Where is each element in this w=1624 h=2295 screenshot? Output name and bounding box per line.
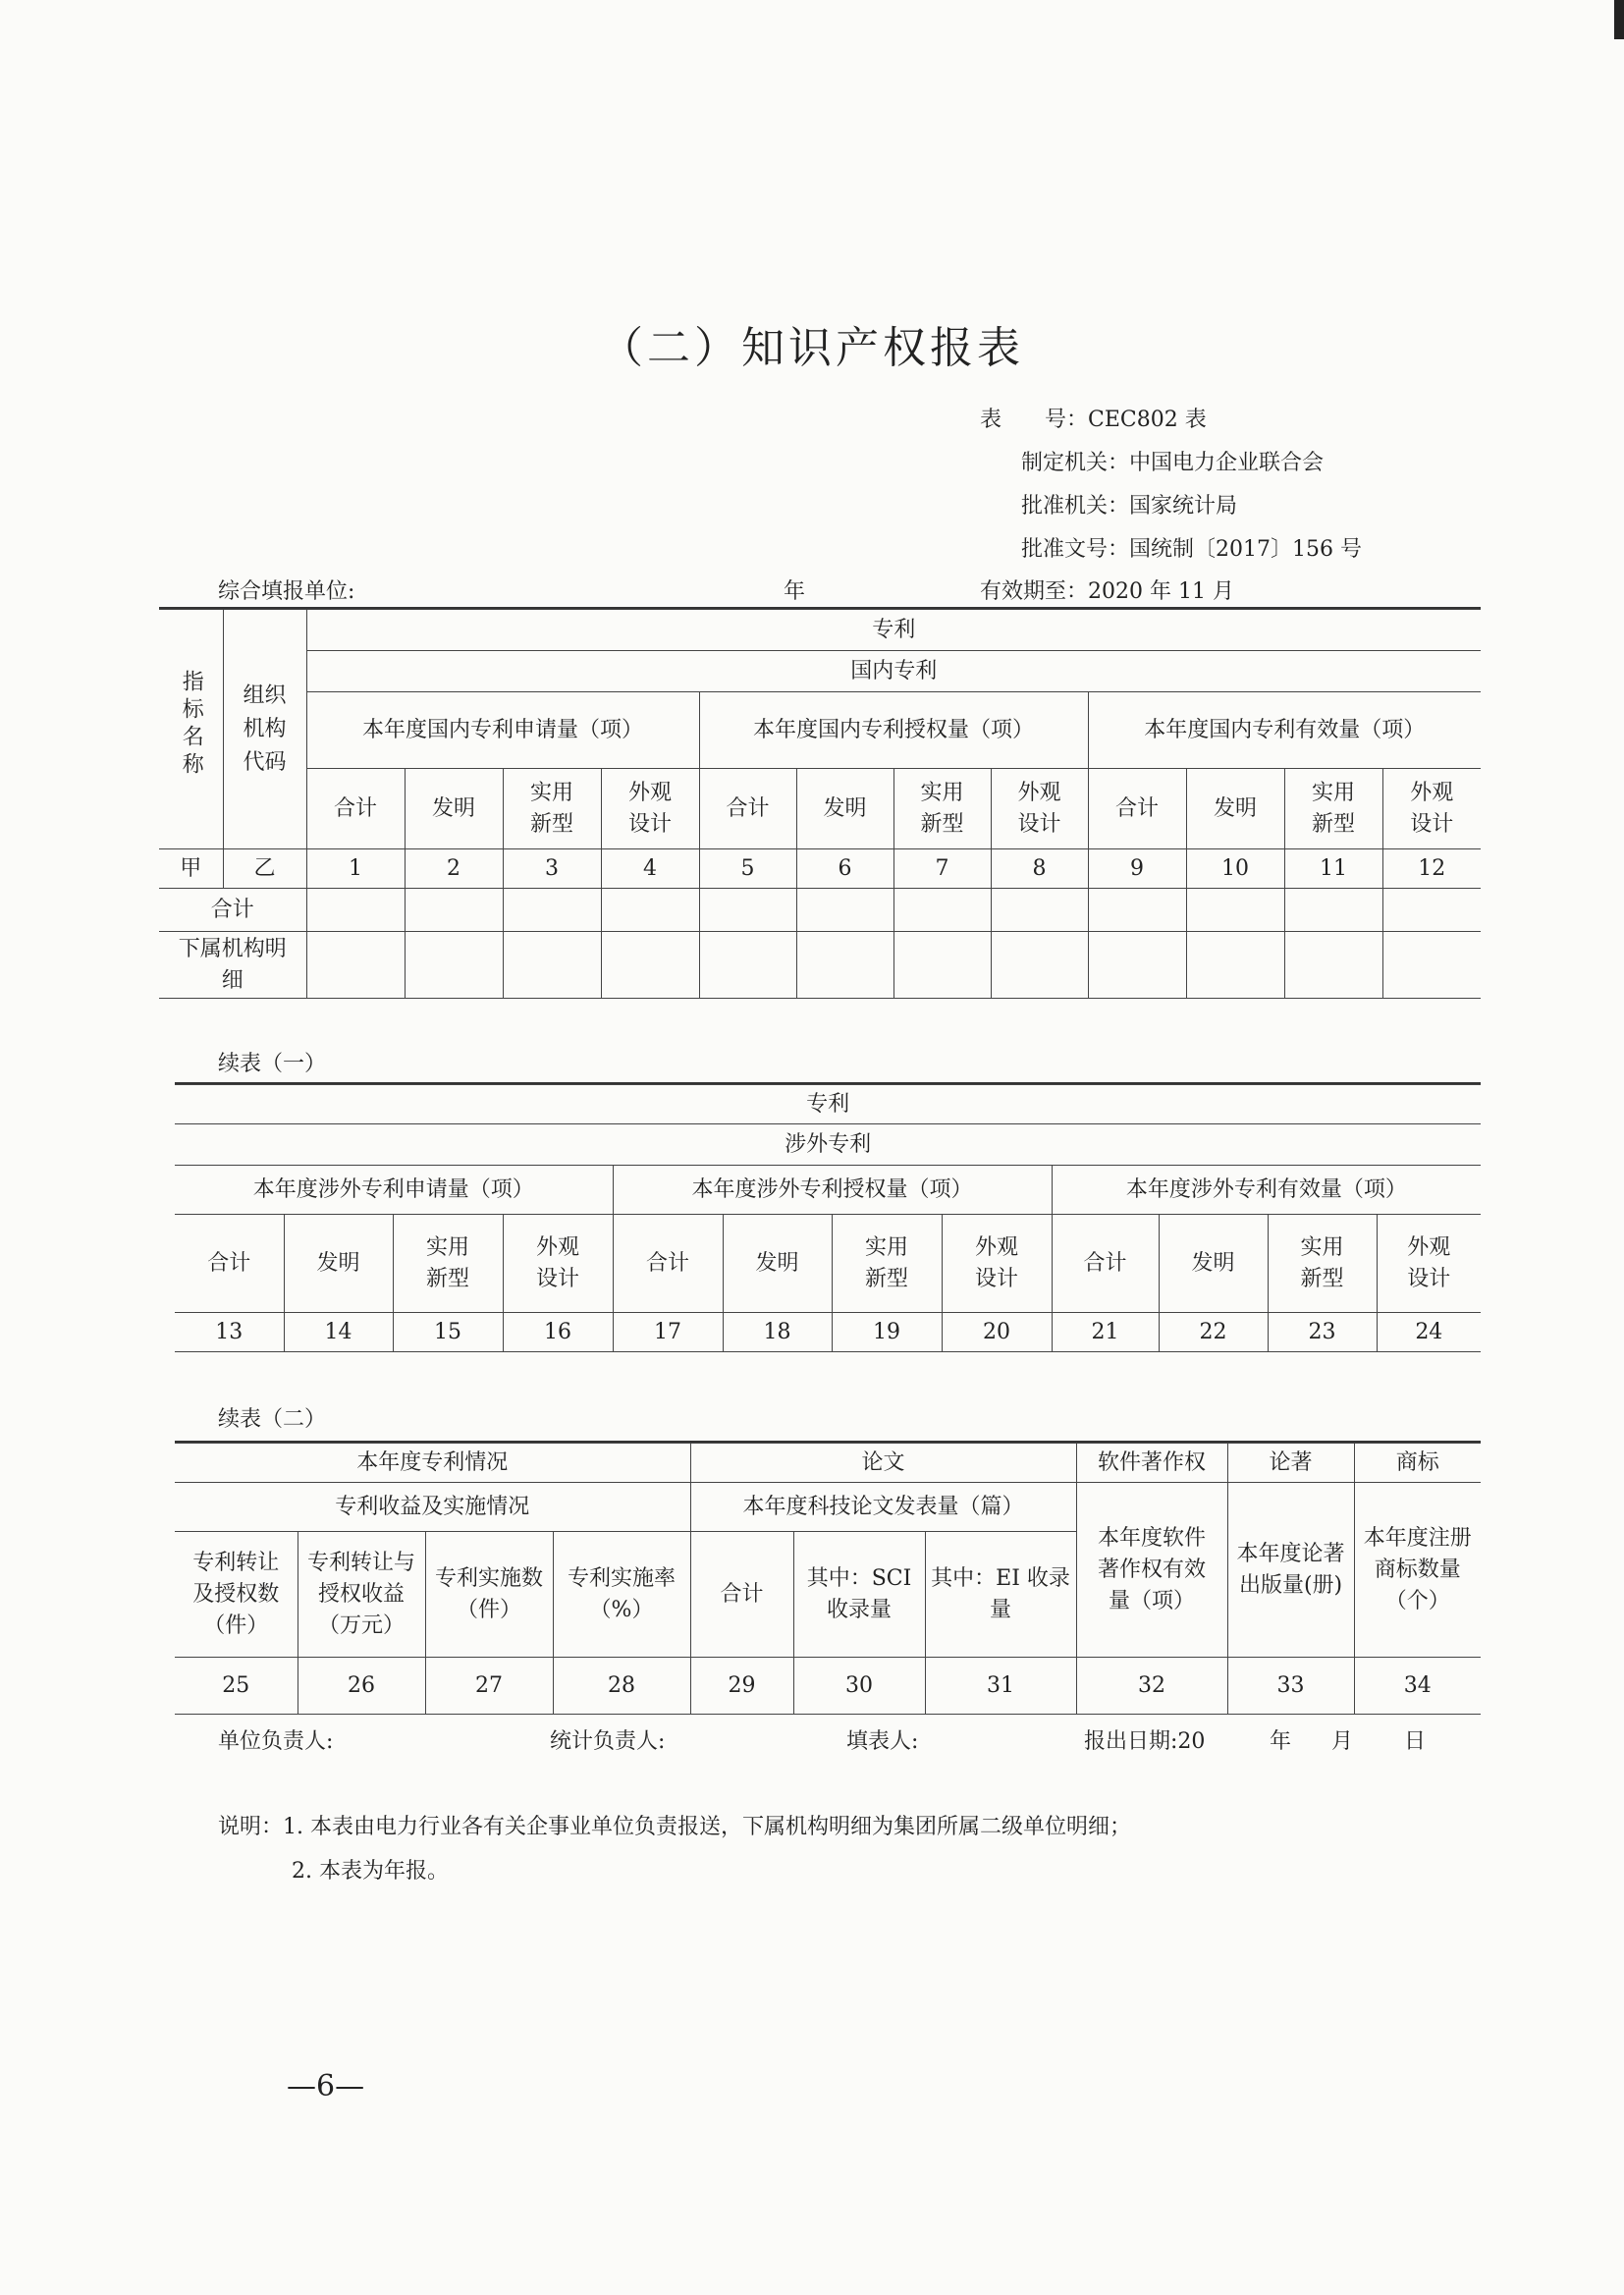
paper-header: 论文 <box>690 1444 1076 1483</box>
paper-count-header: 本年度科技论文发表量（篇） <box>690 1483 1076 1532</box>
data-cell[interactable] <box>601 932 699 999</box>
date-year-label: 年 <box>1270 1729 1292 1754</box>
column-code: 16 <box>503 1313 613 1352</box>
monograph-header: 论著 <box>1227 1444 1354 1483</box>
subheader-utility-model: 实用新型 <box>503 769 601 849</box>
patent-income-header: 专利收益及实施情况 <box>175 1483 690 1532</box>
foreign-grant-header: 本年度涉外专利授权量（项） <box>613 1166 1052 1215</box>
subheader-total: 合计 <box>306 769 405 849</box>
domestic-grant-header: 本年度国内专利授权量（项） <box>699 692 1088 769</box>
column-code: 4 <box>601 849 699 889</box>
page-number: —6— <box>287 2069 365 2104</box>
column-code: 7 <box>893 849 991 889</box>
data-cell[interactable] <box>991 932 1088 999</box>
foreign-apply-header: 本年度涉外专利申请量（项） <box>175 1166 613 1215</box>
row-subsidiary-label: 下属机构明细 <box>159 932 306 999</box>
filler-label: 填表人: <box>846 1729 919 1754</box>
trademark-header: 商标 <box>1354 1444 1481 1483</box>
code-jia: 甲 <box>159 849 223 889</box>
form-number: 表 号：CEC802 表 <box>980 408 1207 432</box>
patent-impl-rate-header: 专利实施率（%） <box>553 1532 690 1658</box>
reporting-unit-label: 综合填报单位: <box>218 579 355 604</box>
code-yi: 乙 <box>223 849 306 889</box>
column-code: 33 <box>1227 1658 1354 1715</box>
data-cell[interactable] <box>503 889 601 932</box>
subheader-invention: 发明 <box>405 769 503 849</box>
data-cell[interactable] <box>601 889 699 932</box>
table2-caption: 续表（一） <box>218 1052 327 1076</box>
column-code: 13 <box>175 1313 284 1352</box>
subheader-total: 合计 <box>699 769 796 849</box>
date-month-label: 月 <box>1331 1729 1354 1754</box>
column-code: 32 <box>1076 1658 1227 1715</box>
column-code: 17 <box>613 1313 723 1352</box>
column-code: 20 <box>942 1313 1052 1352</box>
subheader-utility-model: 实用新型 <box>832 1215 942 1313</box>
column-code: 12 <box>1382 849 1481 889</box>
column-code: 6 <box>796 849 893 889</box>
column-code: 26 <box>298 1658 425 1715</box>
column-code: 3 <box>503 849 601 889</box>
foreign-patent-header: 涉外专利 <box>175 1124 1481 1166</box>
subheader-invention: 发明 <box>1159 1215 1268 1313</box>
patent-header: 专利 <box>175 1085 1481 1124</box>
column-code: 19 <box>832 1313 942 1352</box>
column-code: 30 <box>793 1658 925 1715</box>
domestic-patent-table <box>159 609 1481 999</box>
page-title: （二）知识产权报表 <box>600 323 1024 373</box>
date-day-label: 日 <box>1404 1729 1427 1754</box>
patent-transfer-income-header: 专利转让与授权收益（万元） <box>298 1532 425 1658</box>
data-cell[interactable] <box>1088 889 1186 932</box>
column-code: 8 <box>991 849 1088 889</box>
table3-caption: 续表（二） <box>218 1407 327 1432</box>
data-cell[interactable] <box>893 932 991 999</box>
subheader-design: 外观设计 <box>1382 769 1481 849</box>
data-cell[interactable] <box>991 889 1088 932</box>
column-code: 22 <box>1159 1313 1268 1352</box>
patent-paper-table <box>175 1443 1481 1715</box>
column-code: 28 <box>553 1658 690 1715</box>
domestic-patent-header: 国内专利 <box>306 651 1481 692</box>
unit-head-label: 单位负责人: <box>218 1729 334 1754</box>
column-code: 23 <box>1268 1313 1377 1352</box>
subheader-design: 外观设计 <box>1377 1215 1481 1313</box>
data-cell[interactable] <box>306 932 405 999</box>
trademark-count-header: 本年度注册商标数量（个） <box>1354 1483 1481 1658</box>
subheader-design: 外观设计 <box>991 769 1088 849</box>
data-cell[interactable] <box>1382 932 1481 999</box>
data-cell[interactable] <box>1088 932 1186 999</box>
sci-count-header: 其中：SCI收录量 <box>793 1532 925 1658</box>
subheader-utility-model: 实用新型 <box>1284 769 1382 849</box>
subheader-design: 外观设计 <box>503 1215 613 1313</box>
patent-header: 专利 <box>306 610 1481 651</box>
data-cell[interactable] <box>699 932 796 999</box>
approving-authority: 批准机关：国家统计局 <box>1021 494 1238 519</box>
subheader-total: 合计 <box>1088 769 1186 849</box>
column-code: 27 <box>425 1658 553 1715</box>
subheader-design: 外观设计 <box>601 769 699 849</box>
subheader-total: 合计 <box>175 1215 284 1313</box>
column-code: 9 <box>1088 849 1186 889</box>
column-code: 24 <box>1377 1313 1481 1352</box>
data-cell[interactable] <box>699 889 796 932</box>
data-cell[interactable] <box>796 889 893 932</box>
year-label: 年 <box>784 579 806 604</box>
column-code: 25 <box>175 1658 298 1715</box>
row-total-label: 合计 <box>159 889 306 932</box>
column-code: 29 <box>690 1658 793 1715</box>
data-cell[interactable] <box>405 889 503 932</box>
software-valid-header: 本年度软件著作权有效量（项） <box>1076 1483 1227 1658</box>
domestic-valid-header: 本年度国内专利有效量（项） <box>1088 692 1481 769</box>
foreign-valid-header: 本年度涉外专利有效量（项） <box>1052 1166 1481 1215</box>
column-code: 1 <box>306 849 405 889</box>
scan-edge-mark <box>1614 0 1624 39</box>
data-cell[interactable] <box>796 932 893 999</box>
ei-count-header: 其中：EI 收录量 <box>925 1532 1076 1658</box>
patent-status-header: 本年度专利情况 <box>175 1444 690 1483</box>
note-line-1: 说明：1. 本表由电力行业各有关企事业单位负责报送，下属机构明细为集团所属二级单位明细； <box>218 1815 1131 1839</box>
stat-head-label: 统计负责人: <box>550 1729 666 1754</box>
note-line-2: 2. 本表为年报。 <box>292 1859 449 1884</box>
foreign-patent-table <box>175 1084 1481 1352</box>
data-cell[interactable] <box>306 889 405 932</box>
subheader-invention: 发明 <box>723 1215 832 1313</box>
indicator-name-header: 指标名称 <box>159 610 223 849</box>
subheader-total: 合计 <box>1052 1215 1159 1313</box>
data-cell[interactable] <box>1186 932 1284 999</box>
column-code: 15 <box>393 1313 503 1352</box>
monograph-count-header: 本年度论著出版量(册) <box>1227 1483 1354 1658</box>
data-cell[interactable] <box>1284 889 1382 932</box>
data-cell[interactable] <box>1284 932 1382 999</box>
approval-document-number: 批准文号：国统制〔2017〕156 号 <box>1021 537 1362 562</box>
column-code: 2 <box>405 849 503 889</box>
column-code: 31 <box>925 1658 1076 1715</box>
subheader-invention: 发明 <box>796 769 893 849</box>
patent-impl-count-header: 专利实施数（件） <box>425 1532 553 1658</box>
column-code: 5 <box>699 849 796 889</box>
org-code-header: 组织机构代码 <box>223 610 306 849</box>
data-cell[interactable] <box>1382 889 1481 932</box>
column-code: 18 <box>723 1313 832 1352</box>
column-code: 11 <box>1284 849 1382 889</box>
report-date-label: 报出日期:20 <box>1084 1729 1206 1754</box>
domestic-apply-header: 本年度国内专利申请量（项） <box>306 692 699 769</box>
data-cell[interactable] <box>1186 889 1284 932</box>
paper-total-header: 合计 <box>690 1532 793 1658</box>
data-cell[interactable] <box>405 932 503 999</box>
issuing-authority: 制定机关：中国电力企业联合会 <box>1021 451 1325 475</box>
subheader-total: 合计 <box>613 1215 723 1313</box>
column-code: 34 <box>1354 1658 1481 1715</box>
software-copyright-header: 软件著作权 <box>1076 1444 1227 1483</box>
subheader-utility-model: 实用新型 <box>893 769 991 849</box>
subheader-utility-model: 实用新型 <box>393 1215 503 1313</box>
subheader-utility-model: 实用新型 <box>1268 1215 1377 1313</box>
validity-date: 有效期至：2020 年 11 月 <box>980 579 1234 604</box>
subheader-invention: 发明 <box>284 1215 393 1313</box>
subheader-invention: 发明 <box>1186 769 1284 849</box>
patent-transfer-count-header: 专利转让及授权数（件） <box>175 1532 298 1658</box>
subheader-design: 外观设计 <box>942 1215 1052 1313</box>
column-code: 21 <box>1052 1313 1159 1352</box>
data-cell[interactable] <box>893 889 991 932</box>
data-cell[interactable] <box>503 932 601 999</box>
column-code: 10 <box>1186 849 1284 889</box>
column-code: 14 <box>284 1313 393 1352</box>
